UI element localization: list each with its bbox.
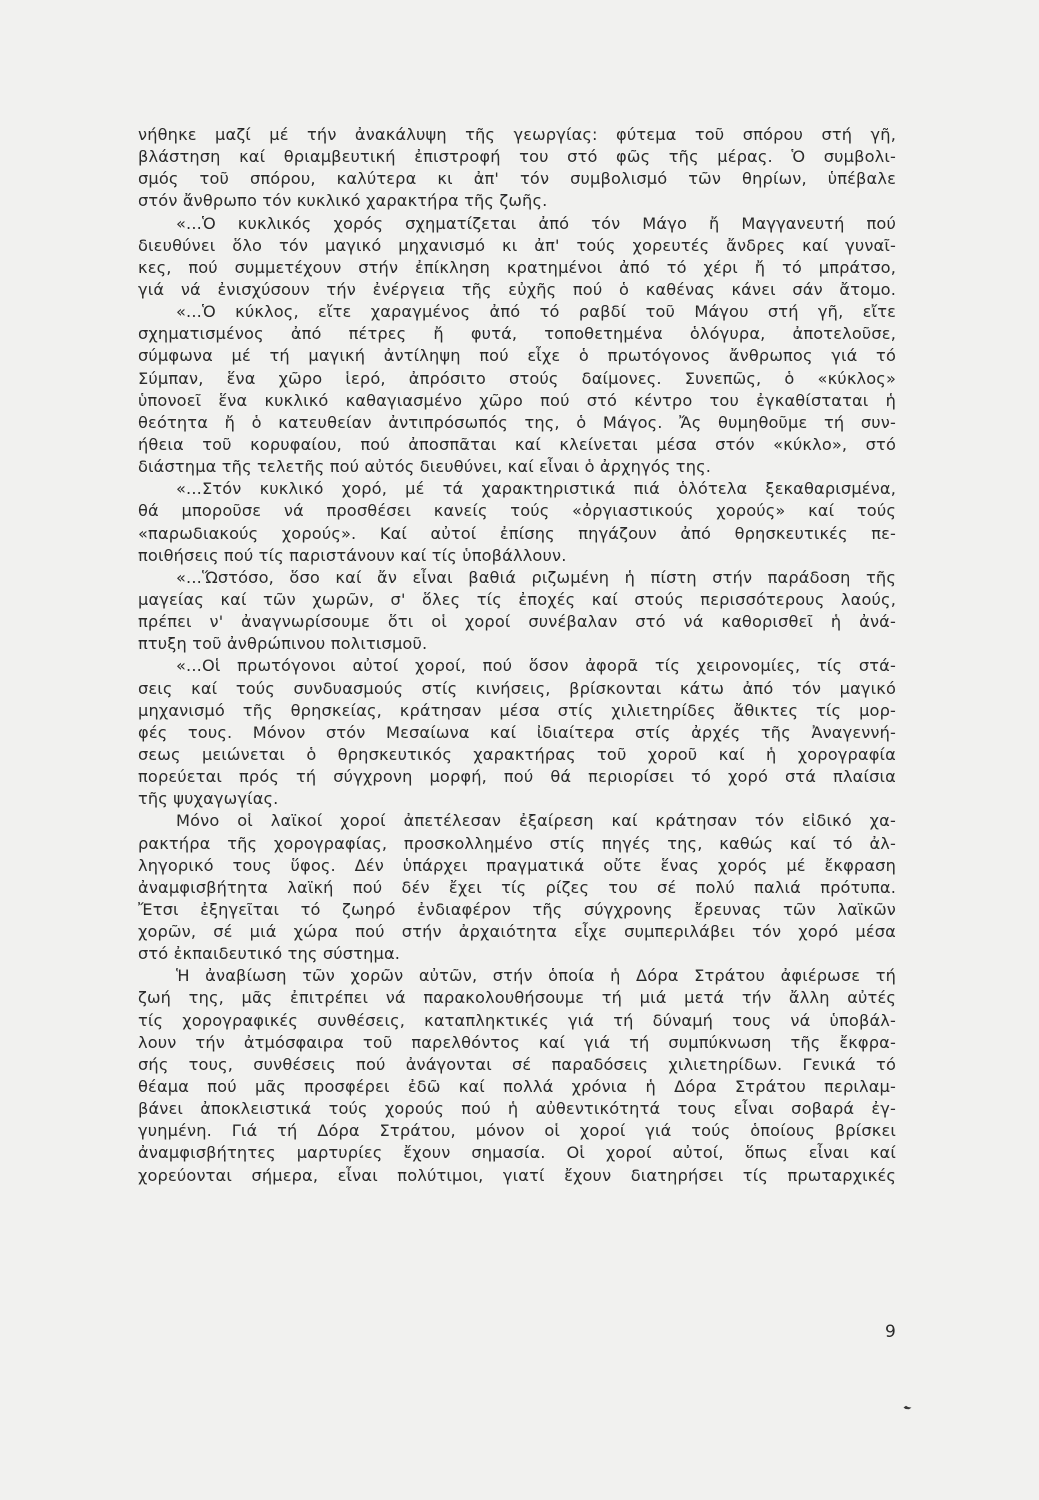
text-line: «...Ὁ κυκλικός χορός σχηματίζεται ἀπό τόν Μάγο ἤ Μαγγανευτή πού bbox=[176, 213, 896, 233]
text-line: μαγείας καί τῶν χωρῶν, σ' ὅλες τίς ἐποχές καί στούς περισσότερους λαούς, bbox=[138, 589, 896, 609]
text-line: στό ἐκπαιδευτικό της σύστημα. bbox=[138, 944, 401, 964]
text-line: πτυξη τοῦ ἀνθρώπινου πολιτισμοῦ. bbox=[138, 634, 428, 654]
text-line: ρακτήρα τῆς χορογραφίας, προσκολλημένο στίς πηγές της, καθώς καί τό ἀλ- bbox=[138, 833, 896, 853]
text-line: μηχανισμό τῆς θρησκείας, κράτησαν μέσα στίς χιλιετηρίδες ἄθικτες τίς μορ- bbox=[138, 700, 896, 720]
text-line: «παρωδιακούς χορούς». Καί αὐτοί ἐπίσης πηγάζουν ἀπό θρησκευτικές πε- bbox=[138, 523, 896, 543]
text-line: τίς χορογραφικές συνθέσεις, καταπληκτικές γιά τή δύναμή τους νά ὑποβάλ- bbox=[138, 1010, 896, 1030]
text-line: σεως μειώνεται ὁ θρησκευτικός χαρακτήρας τοῦ χοροῦ καί ἡ χορογραφία bbox=[138, 744, 896, 764]
text-line: θεότητα ἤ ὁ κατευθείαν ἀντιπρόσωπός της, ὁ Μάγος. Ἄς θυμηθοῦμε τή συν- bbox=[138, 412, 896, 432]
text-line: «...Ὥστόσο, ὅσο καί ἄν εἶναι βαθιά ριζωμένη ἡ πίστη στήν παράδοση τῆς bbox=[176, 567, 896, 587]
text-line: κες, πού συμμετέχουν στήν ἐπίκληση κρατημένοι ἀπό τό χέρι ἤ τό μπράτσο, bbox=[138, 257, 896, 277]
text-line: σύμφωνα μέ τή μαγική ἀντίληψη πού εἶχε ὁ πρωτόγονος ἄνθρωπος γιά τό bbox=[138, 346, 896, 366]
text-line: γιά νά ἐνισχύσουν τήν ἐνέργεια τῆς εὐχῆς πού ὁ καθένας κάνει σάν ἄτομο. bbox=[138, 279, 896, 299]
text-line: ὑπονοεῖ ἕνα κυκλικό καθαγιασμένο χῶρο πού στό κέντρο του ἐγκαθίσταται ἡ bbox=[138, 390, 896, 410]
text-line: ποιθήσεις πού τίς παριστάνουν καί τίς ὑποβάλλουν. bbox=[138, 545, 567, 565]
text-line: Σύμπαν, ἕνα χῶρο ἱερό, ἀπρόσιτο στούς δαίμονες. Συνεπῶς, ὁ «κύκλος» bbox=[138, 368, 896, 388]
text-line: βάνει ἀποκλειστικά τούς χορούς πού ἡ αὐθεντικότητά τους εἶναι σοβαρά ἐγ- bbox=[138, 1099, 896, 1119]
text-line: πρέπει ν' ἀναγνωρίσουμε ὅτι οἱ χοροί συνέβαλαν στό νά καθορισθεῖ ἡ ἀνά- bbox=[138, 612, 896, 632]
text-line: «...Στόν κυκλικό χορό, μέ τά χαρακτηριστικά πιά ὁλότελα ξεκαθαρισμένα, bbox=[176, 479, 896, 499]
text-line: χορεύονται σήμερα, εἶναι πολύτιμοι, γιατί ἔχουν διατηρήσει τίς πρωταρχικές bbox=[138, 1165, 896, 1185]
text-line: βλάστηση καί θριαμβευτική ἐπιστροφή του στό φῶς τῆς μέρας. Ὁ συμβολι- bbox=[138, 147, 896, 167]
ink-speck bbox=[903, 1405, 912, 1410]
text-line: Ἡ ἀναβίωση τῶν χορῶν αὐτῶν, στήν ὁποία ἡ Δόρα Στράτου ἀφιέρωσε τή bbox=[176, 966, 896, 986]
text-line: Μόνο οἱ λαϊκοί χοροί ἀπετέλεσαν ἐξαίρεση καί κράτησαν τόν εἰδικό χα- bbox=[176, 811, 896, 831]
text-line: πορεύεται πρός τή σύγχρονη μορφή, πού θά περιορίσει τό χορό στά πλαίσια bbox=[138, 767, 896, 787]
text-line: νήθηκε μαζί μέ τήν ἀνακάλυψη τῆς γεωργίας: φύτεμα τοῦ σπόρου στή γῆ, bbox=[138, 125, 896, 144]
text-line: χορῶν, σέ μιά χώρα πού στήν ἀρχαιότητα εἶχε συμπεριλάβει τόν χορό μέσα bbox=[138, 922, 896, 942]
text-line: στόν ἄνθρωπο τόν κυκλικό χαρακτήρα τῆς ζωῆς. bbox=[138, 191, 548, 211]
text-line: σχηματισμένος ἀπό πέτρες ἤ φυτά, τοποθετημένα ὁλόγυρα, ἀποτελοῦσε, bbox=[138, 324, 896, 344]
text-line: ζωή της, μᾶς ἐπιτρέπει νά παρακολουθήσουμε τή μιά μετά τήν ἄλλη αὐτές bbox=[138, 988, 896, 1008]
text-line: λουν τήν ἀτμόσφαιρα τοῦ παρελθόντος καί γιά τή συμπύκνωση τῆς ἔκφρα- bbox=[138, 1032, 896, 1052]
text-line: γυημένη. Γιά τή Δόρα Στράτου, μόνον οἱ χοροί γιά τούς ὁποίους βρίσκει bbox=[138, 1121, 896, 1141]
text-line: Ἔτσι ἐξηγεῖται τό ζωηρό ἐνδιαφέρον τῆς σύγχρονης ἔρευνας τῶν λαϊκῶν bbox=[138, 899, 896, 919]
text-line: «...Ὁ κύκλος, εἴτε χαραγμένος ἀπό τό ραβδί τοῦ Μάγου στή γῆ, εἴτε bbox=[176, 302, 896, 322]
text-line: ήθεια τοῦ κορυφαίου, πού ἀποσπᾶται καί κλείνεται μέσα στόν «κύκλο», στό bbox=[138, 434, 896, 454]
text-line: διευθύνει ὅλο τόν μαγικό μηχανισμό κι ἀπ' τούς χορευτές ἄνδρες καί γυναῖ- bbox=[138, 235, 896, 255]
text-line: σεις καί τούς συνδυασμούς στίς κινήσεις, βρίσκονται κάτω ἀπό τόν μαγικό bbox=[138, 678, 896, 698]
text-line: θά μποροῦσε νά προσθέσει κανείς τούς «ὀργιαστικούς χορούς» καί τούς bbox=[138, 501, 896, 521]
text-line: σμός τοῦ σπόρου, καλύτερα κι ἀπ' τόν συμβολισμό τῶν θηρίων, ὑπέβαλε bbox=[138, 169, 896, 189]
text-line: διάστημα τῆς τελετῆς πού αὐτός διευθύνει, καί εἶναι ὁ ἀρχηγός της. bbox=[138, 457, 712, 477]
page-number: 9 bbox=[885, 1322, 896, 1342]
text-line: ἀναμφισβήτητα λαϊκή πού δέν ἔχει τίς ρίζες του σέ πολύ παλιά πρότυπα. bbox=[138, 877, 896, 897]
body-text bbox=[138, 124, 896, 1187]
text-line: «...Οἱ πρωτόγονοι αὐτοί χοροί, πού ὅσον ἀφορᾶ τίς χειρονομίες, τίς στά- bbox=[176, 656, 896, 676]
text-line: ἀναμφισβήτητες μαρτυρίες ἔχουν σημασία. Οἱ χοροί αὐτοί, ὅπως εἶναι καί bbox=[138, 1143, 896, 1163]
text-line: σής τους, συνθέσεις πού ἀνάγονται σέ παραδόσεις χιλιετηρίδων. Γενικά τό bbox=[138, 1054, 896, 1074]
text-line: τῆς ψυχαγωγίας. bbox=[138, 789, 279, 809]
text-line: φές τους. Μόνον στόν Μεσαίωνα καί ἰδιαίτερα στίς ἀρχές τῆς Ἀναγεννή- bbox=[138, 722, 896, 742]
text-line: ληγορικό τους ὕφος. Δέν ὑπάρχει πραγματικά οὔτε ἕνας χορός μέ ἔκφραση bbox=[138, 855, 896, 875]
text-line: θέαμα πού μᾶς προσφέρει ἐδῶ καί πολλά χρόνια ἡ Δόρα Στράτου περιλαμ- bbox=[138, 1077, 896, 1097]
